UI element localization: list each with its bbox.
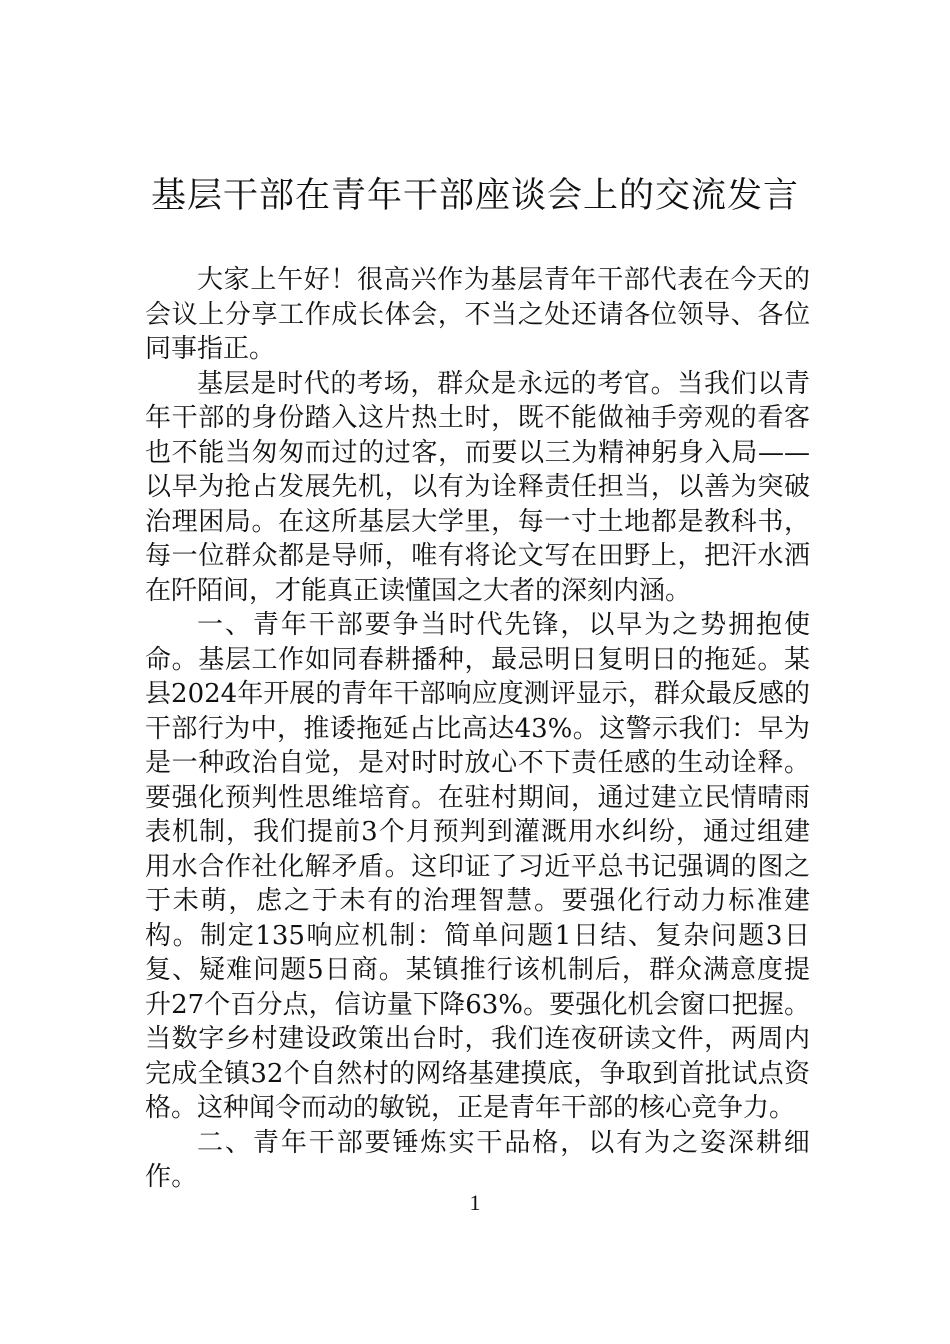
- document-title: 基层干部在青年干部座谈会上的交流发言: [150, 176, 799, 216]
- paragraph-section-two-heading: 二、青年干部要锤炼实干品格，以有为之姿深耕细作。: [145, 1127, 810, 1192]
- paragraph-section-one: 一、青年干部要争当时代先锋，以早为之势拥抱使命。基层工作如同春耕播种，最忌明日复明日的拖延。某县2024年开展的青年干部响应度测评显示，群众最反感的干部行为中，推诿拖延占比高达43%。这警示我们：早为是一种政治自觉，是对时时放心不下责任感的生动诠释。要强化预判性思维培育。在驻村期间，通过建立民情晴雨表机制，我们提前3个月预判到灌溉用水纠纷，通过组建用水合作社化解矛盾。这印证了习近平总书记强调的图之于未萌，虑之于未有的治理智慧。要强化行动力标准建构。制定135响应机制：简单问题1日结、复杂问题3日复、疑难问题5日商。某镇推行该机制后，群众满意度提升27个百分点，信访量下降63%。要强化机会窗口把握。当数字乡村建设政策出台时，我们连夜研读文件，两周内完成全镇32个自然村的网络基建摸底，争取到首批试点资格。这种闻令而动的敏锐，正是青年干部的核心竞争力。: [145, 610, 810, 1123]
- document-body: [145, 263, 810, 1195]
- page-number: 1: [469, 1190, 481, 1215]
- paragraph-greeting: 大家上午好！很高兴作为基层青年干部代表在今天的会议上分享工作成长体会，不当之处还请各位领导、各位同事指正。: [145, 265, 810, 364]
- paragraph-intro: 基层是时代的考场，群众是永远的考官。当我们以青年干部的身份踏入这片热土时，既不能做袖手旁观的看客也不能当匆匆而过的过客，而要以三为精神躬身入局——以早为抢占发展先机，以有为诠释责任担当，以善为突破治理困局。在这所基层大学里，每一寸土地都是教科书，每一位群众都是导师，唯有将论文写在田野上，把汗水洒在阡陌间，才能真正读懂国之大者的深刻内涵。: [145, 368, 810, 606]
